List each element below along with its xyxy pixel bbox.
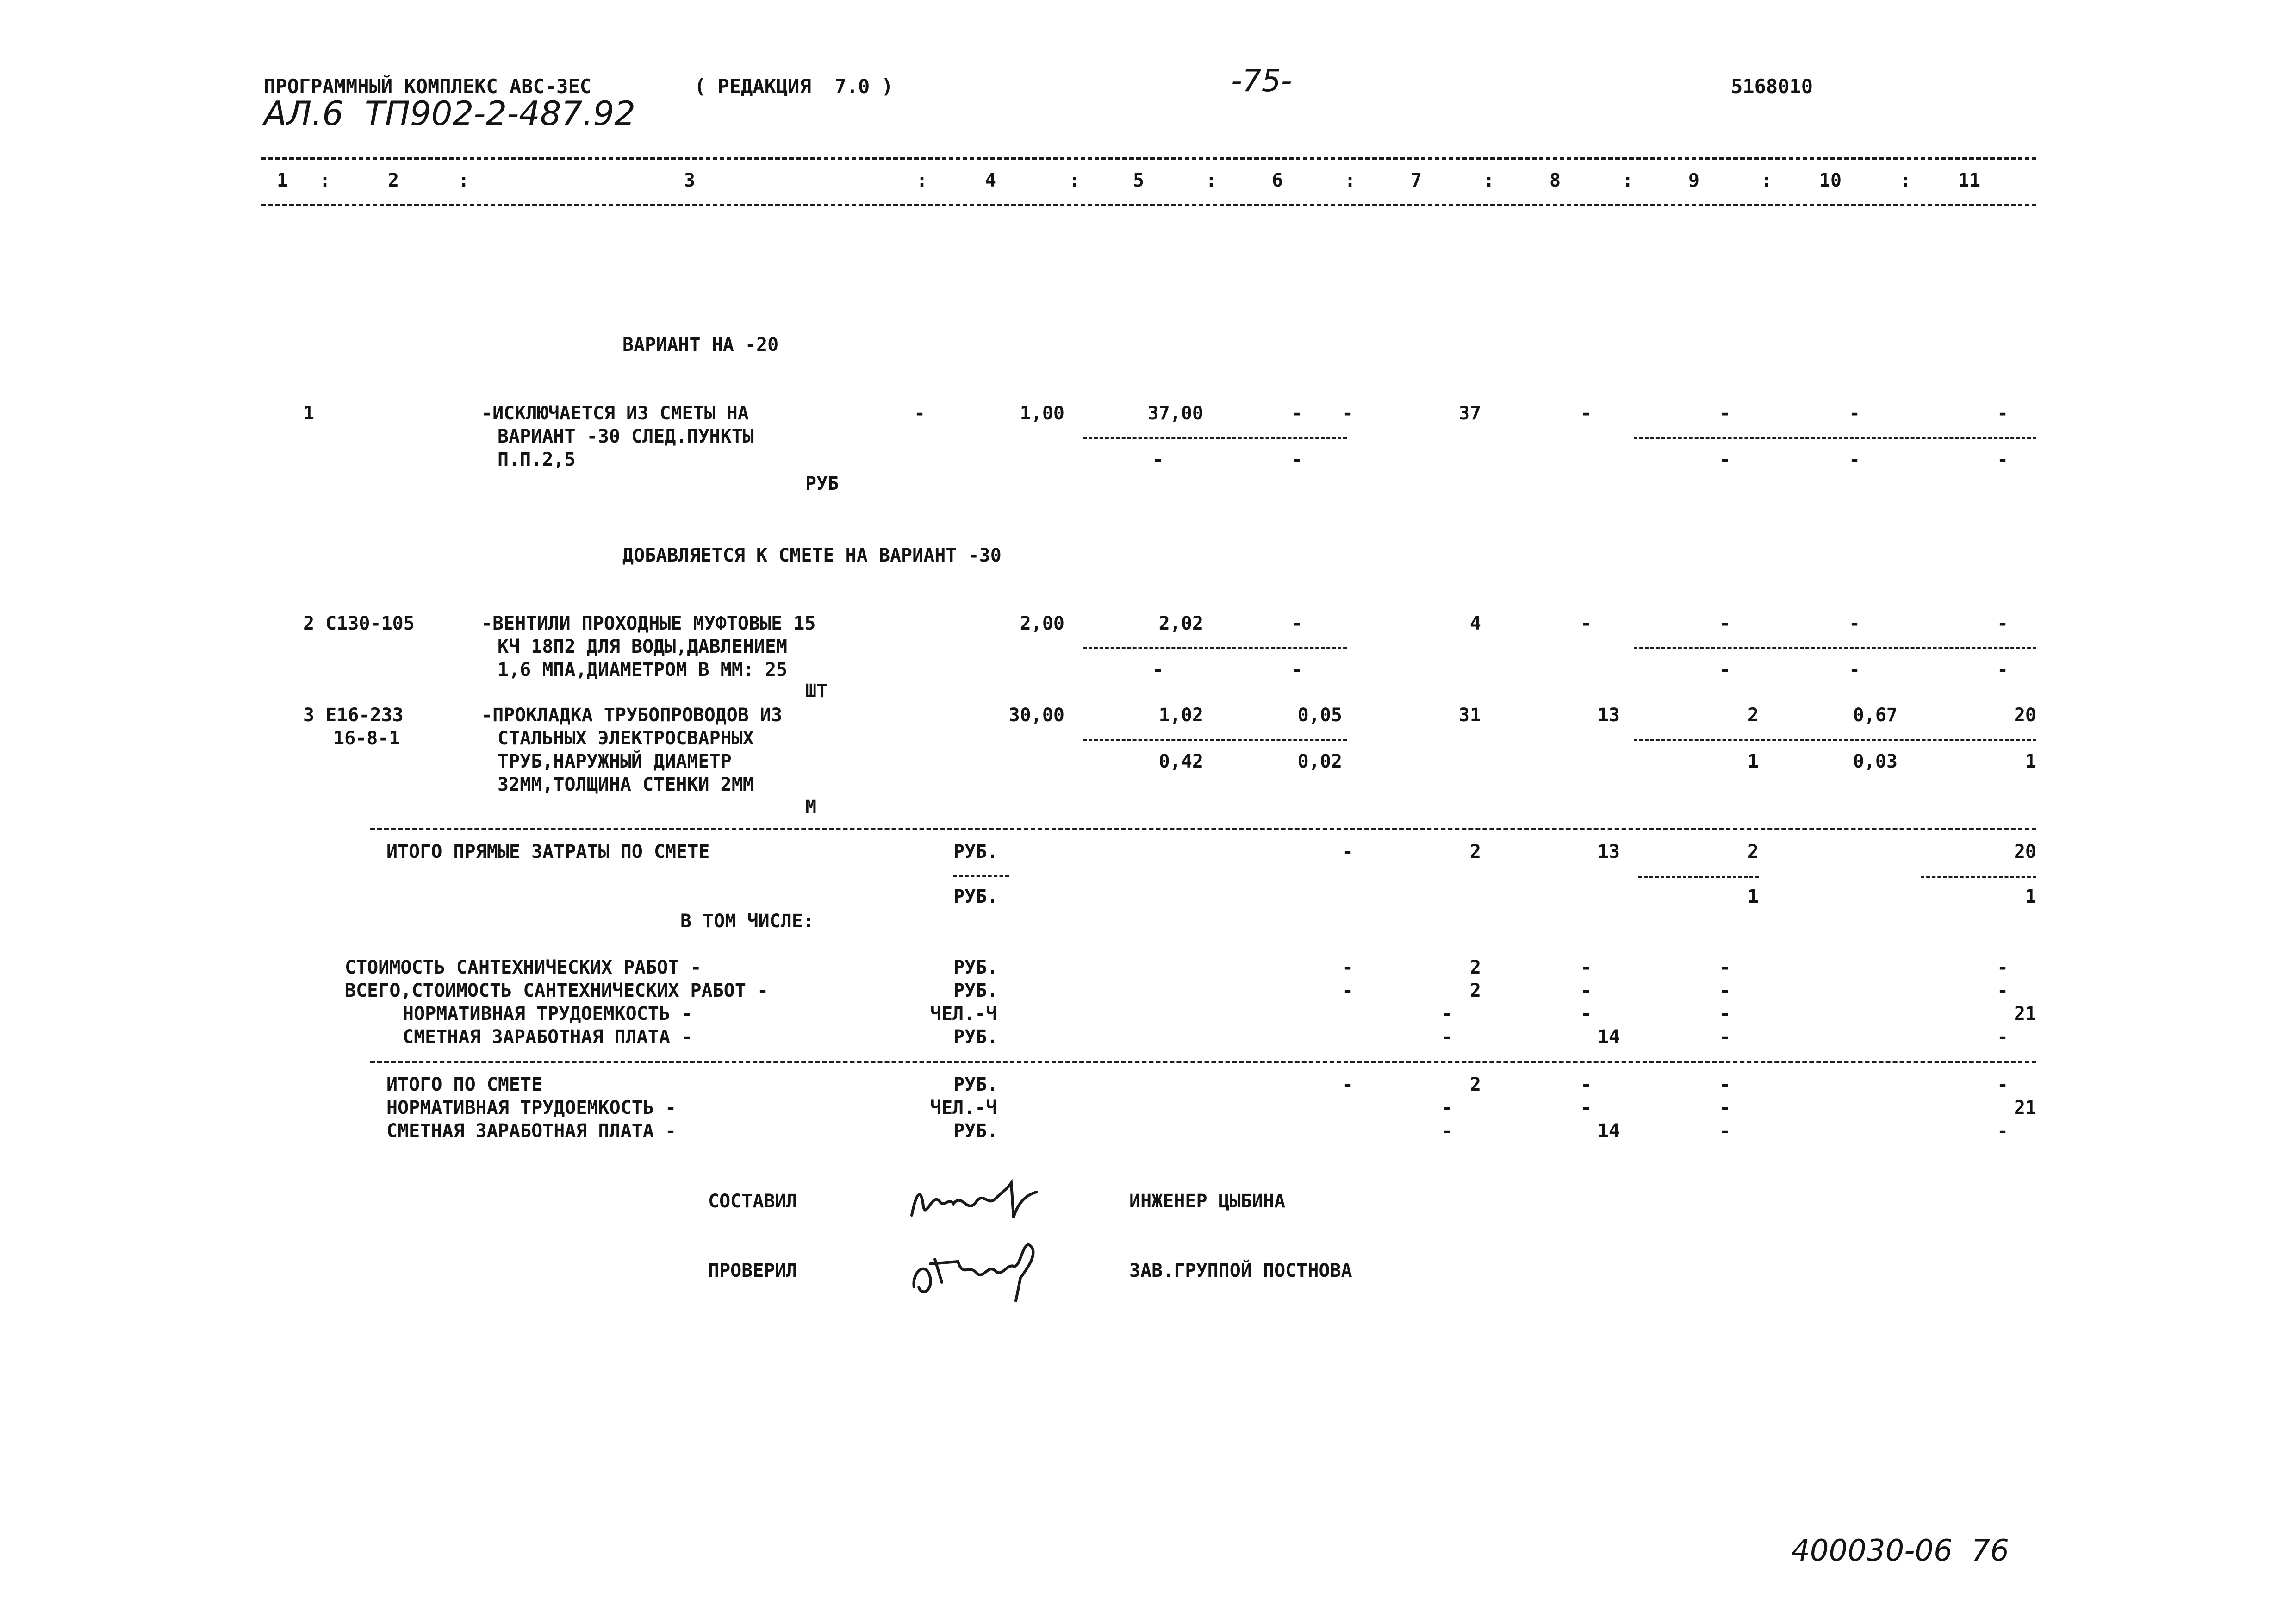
cell-col8: 14 <box>1597 1120 1620 1142</box>
cell-col11-sub: - <box>1997 449 2009 470</box>
variant-title: ВАРИАНТ НА -20 <box>622 334 779 356</box>
col-sep: : <box>319 170 331 191</box>
program-name: ПРОГРАММНЫЙ КОМПЛЕКС АВС-3ЕС <box>264 75 592 98</box>
cell-col5: 37,00 <box>1147 403 1203 424</box>
cell-col9: - <box>1719 403 1731 424</box>
cell-col9-sub: 1 <box>1747 886 1759 907</box>
item-description-line: -ИСКЛЮЧАЕТСЯ ИЗ СМЕТЫ НА <box>481 403 749 424</box>
cell-col11-sub: 1 <box>2025 886 2036 907</box>
cell-col9-sub: - <box>1719 449 1731 470</box>
col-num-9: 9 <box>1688 170 1700 191</box>
col-num-11: 11 <box>1958 170 1981 191</box>
subrow-rule <box>1634 437 2036 439</box>
cell-col11: - <box>1997 980 2009 1001</box>
breakdown-unit: РУБ. <box>953 1026 998 1048</box>
col-num-1: 1 <box>276 170 288 191</box>
subrow-rule <box>1083 437 1347 439</box>
compiler-signature <box>907 1174 1046 1234</box>
col-num-6: 6 <box>1271 170 1283 191</box>
cell-col6: - <box>1342 841 1354 862</box>
cell-col9-sub: - <box>1719 659 1731 681</box>
cell-col6-sub: - <box>1291 449 1303 470</box>
cell-col8: - <box>1580 613 1592 634</box>
cell-col11: 20 <box>2014 841 2036 862</box>
cell-col11: - <box>1997 1026 2009 1048</box>
cell-dash: - <box>914 403 926 424</box>
subrow-rule <box>1634 647 2036 649</box>
breakdown-label: СМЕТНАЯ ЗАРАБОТНАЯ ПЛАТА - <box>403 1026 693 1048</box>
cell-col9-sub: 1 <box>1747 751 1759 772</box>
cell-col9: - <box>1719 1120 1731 1142</box>
handwritten-reference: АЛ.6 ТП902-2-487.92 <box>264 94 636 133</box>
cell-col10-sub: - <box>1849 449 1860 470</box>
cell-col6: - <box>1342 957 1354 978</box>
cell-col10-sub: 0,03 <box>1853 751 1898 772</box>
subrow-rule <box>1634 739 2036 741</box>
cell-col10-sub: - <box>1849 659 1860 681</box>
item-description-line: СТАЛЬНЫХ ЭЛЕКТРОСВАРНЫХ <box>498 728 754 749</box>
cell-col9: - <box>1719 1097 1731 1118</box>
item-code-2: 16-8-1 <box>333 728 400 749</box>
item-description-line: ТРУБ,НАРУЖНЫЙ ДИАМЕТР <box>498 751 732 772</box>
cell-col7: 37 <box>1458 403 1481 424</box>
document-code: 5168010 <box>1731 75 1813 98</box>
page-number: -75- <box>1231 63 1292 99</box>
subrow-rule <box>1083 647 1347 649</box>
cell-col6: - <box>1342 980 1354 1001</box>
cell-col9: - <box>1719 957 1731 978</box>
col-num-10: 10 <box>1819 170 1842 191</box>
cell-col11: - <box>1997 1074 2009 1095</box>
cell-col11: - <box>1997 613 2009 634</box>
cell-col11: 20 <box>2014 705 2036 726</box>
col-num-2: 2 <box>387 170 399 191</box>
cell-col8: 13 <box>1597 705 1620 726</box>
col-sep: : <box>1483 170 1495 191</box>
cell-col5-sub: 0,42 <box>1158 751 1203 772</box>
cell-col6: - <box>1342 1074 1354 1095</box>
col-num-7: 7 <box>1410 170 1422 191</box>
cell-col8: 13 <box>1597 841 1620 862</box>
subrow-rule <box>1921 876 2036 878</box>
checked-label: ПРОВЕРИЛ <box>708 1260 797 1281</box>
direct-costs-unit-2: РУБ. <box>953 886 998 907</box>
col-sep: : <box>1069 170 1081 191</box>
breakdown-label: ВСЕГО,СТОИМОСТЬ САНТЕХНИЧЕСКИХ РАБОТ - <box>345 980 769 1001</box>
cell-col10: - <box>1849 403 1860 424</box>
cell-col6-sub: - <box>1291 659 1303 681</box>
totals-rule <box>370 828 2036 830</box>
breakdown-label: НОРМАТИВНАЯ ТРУДОЕМКОСТЬ - <box>403 1003 693 1024</box>
cell-quantity: 1,00 <box>1020 403 1064 424</box>
col-sep: : <box>458 170 470 191</box>
cell-col7: 2 <box>1469 841 1481 862</box>
cell-col9: - <box>1719 1026 1731 1048</box>
cell-col5: 2,02 <box>1158 613 1203 634</box>
cell-col9: - <box>1719 1003 1731 1024</box>
final-unit: РУБ. <box>953 1074 998 1095</box>
breakdown-unit: ЧЕЛ.-Ч <box>930 1003 997 1024</box>
including-label: В ТОМ ЧИСЛЕ: <box>680 911 814 932</box>
item-number-code: 2 С130-105 <box>303 613 415 634</box>
subrow-rule <box>1638 876 1759 878</box>
cell-col7: - <box>1442 1003 1453 1024</box>
edition: ( РЕДАКЦИЯ 7.0 ) <box>694 75 893 98</box>
cell-col7: 2 <box>1469 1074 1481 1095</box>
cell-quantity: 30,00 <box>1008 705 1064 726</box>
cell-col6: - <box>1342 403 1354 424</box>
cell-col11: - <box>1997 1120 2009 1142</box>
cell-col11: - <box>1997 957 2009 978</box>
checker-signature <box>907 1231 1055 1305</box>
item-number: 1 <box>303 403 315 424</box>
cell-quantity: 2,00 <box>1020 613 1064 634</box>
added-title: ДОБАВЛЯЕТСЯ К СМЕТЕ НА ВАРИАНТ -30 <box>622 545 1002 566</box>
col-sep: : <box>1206 170 1217 191</box>
item-number-code: 3 Е16-233 <box>303 705 404 726</box>
col-sep: : <box>1900 170 1911 191</box>
direct-costs-label: ИТОГО ПРЯМЫЕ ЗАТРАТЫ ПО СМЕТЕ <box>386 841 710 862</box>
cell-col10: - <box>1849 613 1860 634</box>
col-num-3: 3 <box>684 170 696 191</box>
cell-col5-sub: - <box>1152 449 1164 470</box>
cell-col7: 31 <box>1458 705 1481 726</box>
item-description-line: КЧ 18П2 ДЛЯ ВОДЫ,ДАВЛЕНИЕМ <box>498 636 788 657</box>
breakdown-unit: РУБ. <box>953 957 998 978</box>
col-sep: : <box>1761 170 1773 191</box>
cell-col8: 14 <box>1597 1026 1620 1048</box>
cell-col8: - <box>1580 1097 1592 1118</box>
cell-col7: 2 <box>1469 980 1481 1001</box>
cell-col9: 2 <box>1747 705 1759 726</box>
final-totals-rule <box>370 1061 2036 1063</box>
item-description-line: 32ММ,ТОЛЩИНА СТЕНКИ 2ММ <box>498 774 754 795</box>
item-description-line: 1,6 МПА,ДИАМЕТРОМ В ММ: 25 <box>498 659 788 681</box>
item-description-line: П.П.2,5 <box>498 449 576 470</box>
cell-col9: - <box>1719 980 1731 1001</box>
cell-col6: - <box>1291 613 1303 634</box>
checked-by: ЗАВ.ГРУППОЙ ПОСТНОВА <box>1129 1260 1352 1281</box>
cell-col11: - <box>1997 403 2009 424</box>
item-unit: ШТ <box>805 681 828 702</box>
footer-stamp: 400030-06 76 <box>1791 1534 2009 1568</box>
cell-col8: - <box>1580 957 1592 978</box>
final-label: ИТОГО ПО СМЕТЕ <box>386 1074 543 1095</box>
cell-col6: 0,05 <box>1297 705 1342 726</box>
cell-col6-sub: 0,02 <box>1297 751 1342 772</box>
unit-rule <box>953 875 1009 877</box>
final-label: НОРМАТИВНАЯ ТРУДОЕМКОСТЬ - <box>386 1097 677 1118</box>
final-label: СМЕТНАЯ ЗАРАБОТНАЯ ПЛАТА - <box>386 1120 677 1142</box>
item-description-line: -ВЕНТИЛИ ПРОХОДНЫЕ МУФТОВЫЕ 15 <box>481 613 816 634</box>
cell-col5: 1,02 <box>1158 705 1203 726</box>
col-num-5: 5 <box>1132 170 1145 191</box>
direct-costs-unit: РУБ. <box>953 841 998 862</box>
item-unit: РУБ <box>805 473 839 494</box>
item-description-line: -ПРОКЛАДКА ТРУБОПРОВОДОВ ИЗ <box>481 705 783 726</box>
col-num-4: 4 <box>984 170 996 191</box>
cell-col8: - <box>1580 403 1592 424</box>
cell-col8: - <box>1580 1074 1592 1095</box>
breakdown-unit: РУБ. <box>953 980 998 1001</box>
header-rule-top <box>261 157 2036 160</box>
cell-col8: - <box>1580 980 1592 1001</box>
col-num-8: 8 <box>1549 170 1561 191</box>
compiled-label: СОСТАВИЛ <box>708 1191 797 1212</box>
cell-col9: 2 <box>1747 841 1759 862</box>
cell-col7: - <box>1442 1097 1453 1118</box>
cell-col11: 21 <box>2014 1003 2036 1024</box>
cell-col11-sub: - <box>1997 659 2009 681</box>
cell-col9: - <box>1719 1074 1731 1095</box>
cell-col8: - <box>1580 1003 1592 1024</box>
subrow-rule <box>1083 739 1347 741</box>
col-sep: : <box>1622 170 1634 191</box>
cell-col11: 21 <box>2014 1097 2036 1118</box>
cell-col7: 2 <box>1469 957 1481 978</box>
item-description-line: ВАРИАНТ -30 СЛЕД.ПУНКТЫ <box>498 426 754 447</box>
cell-col10: 0,67 <box>1853 705 1898 726</box>
cell-col11-sub: 1 <box>2025 751 2036 772</box>
final-unit: ЧЕЛ.-Ч <box>930 1097 997 1118</box>
final-unit: РУБ. <box>953 1120 998 1142</box>
cell-col7: - <box>1442 1120 1453 1142</box>
breakdown-label: СТОИМОСТЬ САНТЕХНИЧЕСКИХ РАБОТ - <box>345 957 702 978</box>
cell-col5-sub: - <box>1152 659 1164 681</box>
cell-col6: - <box>1291 403 1303 424</box>
compiled-by: ИНЖЕНЕР ЦЫБИНА <box>1129 1191 1286 1212</box>
cell-col9: - <box>1719 613 1731 634</box>
cell-col7: - <box>1442 1026 1453 1048</box>
col-sep: : <box>1344 170 1356 191</box>
header-rule-bottom <box>261 204 2036 206</box>
item-unit: М <box>805 796 817 818</box>
col-sep: : <box>916 170 928 191</box>
cell-col7: 4 <box>1469 613 1481 634</box>
